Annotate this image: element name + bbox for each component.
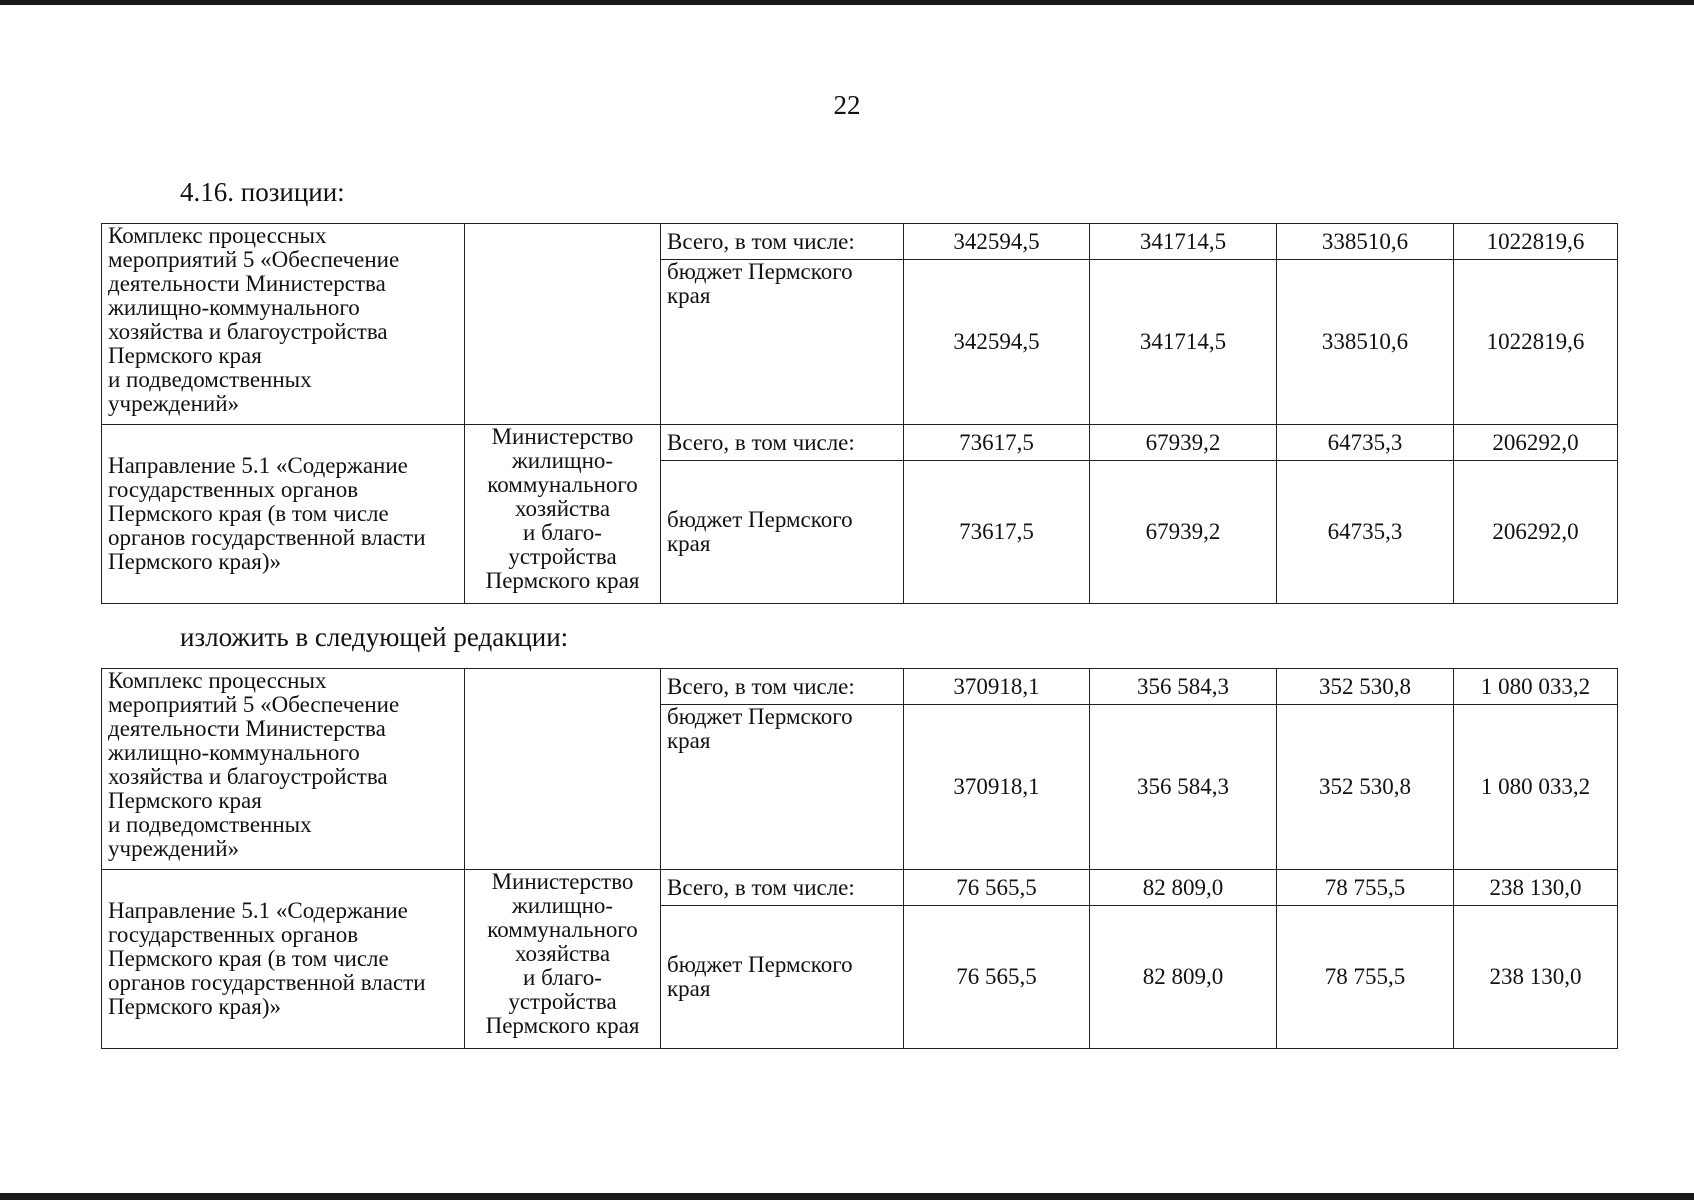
text-line: устройства <box>508 544 617 569</box>
responsible-executor-cell <box>465 870 661 1049</box>
text-line: Комплекс процессных <box>108 668 327 693</box>
responsible-executor-cell <box>465 669 661 870</box>
table-row-total <box>102 870 1618 906</box>
total-value-cell: 206292,0 <box>1454 425 1618 461</box>
total-value-cell: 76 565,5 <box>904 870 1090 906</box>
source-value-cell: 1022819,6 <box>1454 260 1618 425</box>
text-line: хозяйства и благоустройства <box>108 319 388 344</box>
text-line: и подведомственных <box>108 812 312 837</box>
text-line: жилищно-коммунального <box>108 295 360 320</box>
section-heading-positions: 4.16. позиции: <box>180 177 345 207</box>
source-value-cell: 356 584,3 <box>1090 705 1277 870</box>
text-line: Направление 5.1 «Содержание <box>108 453 408 478</box>
text-line: Министерство <box>491 869 634 894</box>
total-value-cell: 73617,5 <box>904 425 1090 461</box>
text-line: государственных органов <box>108 477 359 502</box>
text-line: и подведомственных <box>108 367 312 392</box>
text-line: учреждений» <box>108 836 240 861</box>
text-line: Комплекс процессных <box>108 223 327 248</box>
text-line: коммунального <box>487 917 638 942</box>
text-line: жилищно- <box>511 448 614 473</box>
text-line: Направление 5.1 «Содержание <box>108 898 408 923</box>
text-line: коммунального <box>487 472 638 497</box>
source-value-cell: 342594,5 <box>904 260 1090 425</box>
total-value-cell: 356 584,3 <box>1090 669 1277 705</box>
text-line: деятельности Министерства <box>108 716 386 741</box>
source-value-cell: 67939,2 <box>1090 461 1277 604</box>
text-line: хозяйства <box>514 496 611 521</box>
text-line: мероприятий 5 «Обеспечение <box>108 692 400 717</box>
text-line: края <box>667 283 711 308</box>
total-value-cell: 78 755,5 <box>1277 870 1454 906</box>
section-heading-new-edition: изложить в следующей редакции: <box>180 622 569 652</box>
source-value-cell: 352 530,8 <box>1277 705 1454 870</box>
source-value-cell: 78 755,5 <box>1277 906 1454 1049</box>
total-value-cell: 238 130,0 <box>1454 870 1618 906</box>
text-line: Пермского края (в том числе <box>108 946 389 971</box>
source-value-cell: 206292,0 <box>1454 461 1618 604</box>
total-value-cell: 1022819,6 <box>1454 224 1618 260</box>
text-line: хозяйства <box>514 941 611 966</box>
text-line: учреждений» <box>108 391 240 416</box>
total-value-cell: 67939,2 <box>1090 425 1277 461</box>
total-value-cell: 338510,6 <box>1277 224 1454 260</box>
total-value-cell: 370918,1 <box>904 669 1090 705</box>
text-line: и благо- <box>523 520 602 545</box>
text-line: бюджет Пермского <box>667 507 853 532</box>
source-value-cell: 76 565,5 <box>904 906 1090 1049</box>
total-value-cell: 352 530,8 <box>1277 669 1454 705</box>
funding-source-cell <box>661 461 904 604</box>
text-line: Пермского края (в том числе <box>108 501 389 526</box>
total-value-cell: 342594,5 <box>904 224 1090 260</box>
source-value-cell: 341714,5 <box>1090 260 1277 425</box>
source-value-cell: 73617,5 <box>904 461 1090 604</box>
total-value-cell: 82 809,0 <box>1090 870 1277 906</box>
funding-total-label: Всего, в том числе: <box>661 224 904 260</box>
responsible-executor-cell <box>465 224 661 425</box>
text-line: государственных органов <box>108 922 359 947</box>
program-name-cell <box>102 870 465 1049</box>
text-line: устройства <box>508 989 617 1014</box>
text-line: органов государственной власти <box>108 525 426 550</box>
text-line: мероприятий 5 «Обеспечение <box>108 247 400 272</box>
table-row-total <box>102 669 1618 705</box>
text-line: Министерство <box>491 424 634 449</box>
program-name-cell <box>102 224 465 425</box>
text-line: Пермского края)» <box>108 994 281 1019</box>
table-row-total <box>102 224 1618 260</box>
text-line: и благо- <box>523 965 602 990</box>
text-line: жилищно- <box>511 893 614 918</box>
budget-table-new <box>101 668 1618 1049</box>
total-value-cell: 1 080 033,2 <box>1454 669 1618 705</box>
text-line: Пермского края)» <box>108 549 281 574</box>
page-number: 22 <box>833 90 861 120</box>
scan-edge-top <box>0 0 1694 5</box>
text-line: деятельности Министерства <box>108 271 386 296</box>
responsible-executor-cell <box>465 425 661 604</box>
text-line: края <box>667 728 711 753</box>
text-line: хозяйства и благоустройства <box>108 764 388 789</box>
program-name-cell <box>102 425 465 604</box>
table-row-total <box>102 425 1618 461</box>
funding-total-label: Всего, в том числе: <box>661 669 904 705</box>
funding-source-cell <box>661 906 904 1049</box>
text-line: края <box>667 976 711 1001</box>
text-line: Пермского края <box>108 343 262 368</box>
program-name-cell <box>102 669 465 870</box>
total-value-cell: 341714,5 <box>1090 224 1277 260</box>
source-value-cell: 370918,1 <box>904 705 1090 870</box>
funding-total-label: Всего, в том числе: <box>661 425 904 461</box>
text-line: бюджет Пермского <box>667 952 853 977</box>
budget-table-current <box>101 223 1618 604</box>
text-line: края <box>667 531 711 556</box>
text-line: органов государственной власти <box>108 970 426 995</box>
funding-source-cell <box>661 705 904 870</box>
scan-edge-bottom <box>0 1193 1694 1200</box>
text-line: Пермского края <box>108 788 262 813</box>
text-line: бюджет Пермского <box>667 259 853 284</box>
text-line: Пермского края <box>485 1013 640 1038</box>
source-value-cell: 238 130,0 <box>1454 906 1618 1049</box>
source-value-cell: 1 080 033,2 <box>1454 705 1618 870</box>
source-value-cell: 64735,3 <box>1277 461 1454 604</box>
funding-total-label: Всего, в том числе: <box>661 870 904 906</box>
source-value-cell: 338510,6 <box>1277 260 1454 425</box>
text-line: жилищно-коммунального <box>108 740 360 765</box>
funding-source-cell <box>661 260 904 425</box>
source-value-cell: 82 809,0 <box>1090 906 1277 1049</box>
total-value-cell: 64735,3 <box>1277 425 1454 461</box>
text-line: бюджет Пермского <box>667 704 853 729</box>
text-line: Пермского края <box>485 568 640 593</box>
